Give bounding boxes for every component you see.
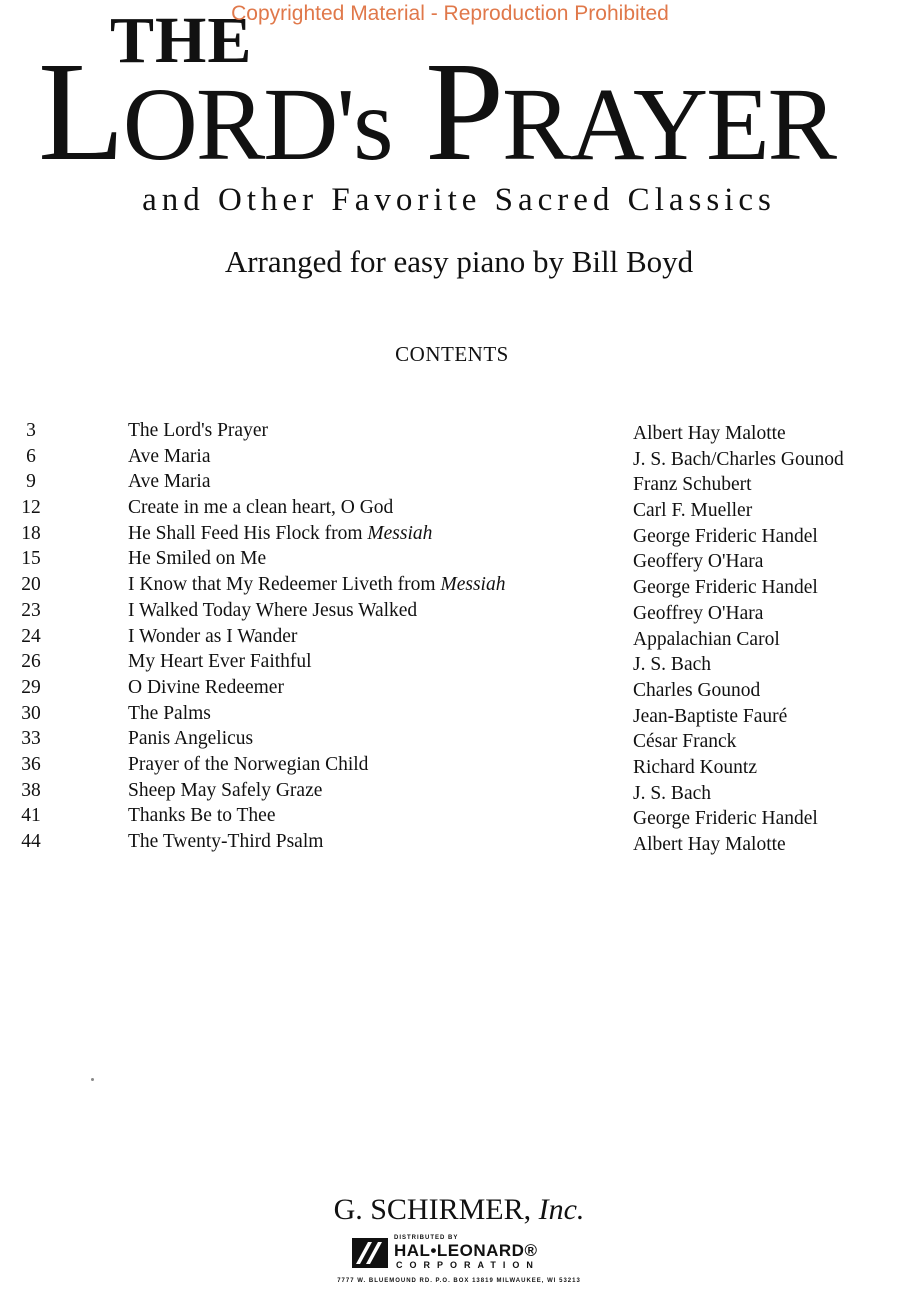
contents-heading: CONTENTS bbox=[395, 342, 509, 366]
distributor-address: 7777 W. BLUEMOUND RD. P.O. BOX 13819 MILWAUKEE, WI 53213 bbox=[337, 1278, 581, 1284]
distributed-by-label: DISTRIBUTED BY bbox=[394, 1235, 459, 1241]
toc-row bbox=[0, 420, 900, 446]
toc-row bbox=[0, 600, 900, 626]
toc-page-number: 26 bbox=[21, 651, 41, 673]
toc-row bbox=[0, 471, 900, 497]
toc-page-number: 3 bbox=[26, 420, 36, 441]
toc-song-title bbox=[128, 497, 393, 519]
distributor-block bbox=[0, 1233, 900, 1293]
toc-page-number: 23 bbox=[21, 599, 41, 621]
toc-song-title bbox=[128, 728, 253, 750]
toc-song-title-text: The Lord's Prayer bbox=[128, 420, 268, 441]
publisher-name-text: G. SCHIRMER, bbox=[333, 1193, 539, 1226]
toc-composer: Albert Hay Malotte bbox=[633, 834, 786, 855]
toc-song-title-text: I Wonder as I Wander bbox=[128, 625, 298, 647]
toc-page-number: 33 bbox=[21, 728, 41, 750]
copyright-watermark: Copyrighted Material - Reproduction Prohibited bbox=[231, 2, 669, 25]
toc-row bbox=[0, 651, 900, 677]
toc-song-title bbox=[128, 600, 417, 622]
toc-page-number: 30 bbox=[21, 702, 41, 724]
publisher-name bbox=[0, 1193, 900, 1227]
toc-song-title bbox=[128, 780, 322, 802]
toc-page-number: 44 bbox=[21, 831, 41, 852]
toc-song-source: Messiah bbox=[367, 522, 433, 544]
toc-song-title-text: Sheep May Safely Graze bbox=[128, 779, 323, 801]
book-title bbox=[38, 32, 878, 190]
toc-song-title-text: He Smiled on Me bbox=[128, 548, 267, 570]
toc-composer: George Frideric Handel bbox=[633, 577, 818, 599]
toc-composer: George Frideric Handel bbox=[633, 808, 818, 830]
book-subtitle: and Other Favorite Sacred Classics bbox=[142, 182, 776, 218]
toc-song-title-text: Thanks Be to Thee bbox=[128, 805, 276, 827]
toc-song-title bbox=[128, 523, 432, 545]
toc-song-title-text: Create in me a clean heart, O God bbox=[128, 497, 394, 519]
toc-song-title-text: The Palms bbox=[128, 702, 211, 724]
toc-song-title bbox=[128, 703, 211, 725]
toc-row bbox=[0, 497, 900, 523]
toc-page-number: 36 bbox=[21, 753, 41, 775]
toc-song-title bbox=[128, 548, 266, 570]
toc-row bbox=[0, 626, 900, 652]
toc-page-number: 38 bbox=[21, 779, 41, 801]
toc-row bbox=[0, 805, 900, 831]
toc-row bbox=[0, 677, 900, 703]
title-the: THE bbox=[110, 4, 253, 77]
toc-row bbox=[0, 703, 900, 729]
toc-page-number: 15 bbox=[21, 548, 41, 570]
toc-composer: J. S. Bach bbox=[633, 782, 711, 804]
toc-song-title-text: I Walked Today Where Jesus Walked bbox=[128, 599, 418, 621]
toc-page-number: 41 bbox=[21, 805, 41, 827]
toc-row bbox=[0, 446, 900, 472]
toc-composer: Richard Kountz bbox=[633, 756, 758, 778]
toc-page-number: 24 bbox=[21, 625, 41, 647]
toc-composer: Albert Hay Malotte bbox=[633, 423, 786, 444]
title-letters-ord: ORD bbox=[122, 67, 337, 182]
toc-composer: Geoffrey O'Hara bbox=[633, 602, 764, 624]
toc-composer: César Franck bbox=[633, 731, 737, 753]
toc-song-title bbox=[128, 420, 268, 442]
toc-song-title bbox=[128, 446, 210, 468]
hal-leonard-logo-icon bbox=[352, 1238, 388, 1268]
toc-song-title bbox=[128, 626, 297, 648]
toc-composer: Carl F. Mueller bbox=[633, 500, 753, 522]
toc-song-title-text: Ave Maria bbox=[128, 471, 211, 493]
title-apostrophe-s: 's bbox=[336, 67, 392, 182]
distributor-name: HAL•LEONARD® bbox=[394, 1241, 538, 1260]
toc-song-source: Messiah bbox=[440, 574, 506, 596]
toc-song-title bbox=[128, 651, 312, 673]
toc-page-number: 6 bbox=[26, 445, 36, 467]
toc-song-title bbox=[128, 677, 284, 699]
toc-composer: George Frideric Handel bbox=[633, 525, 818, 547]
toc-song-title-text: I Know that My Redeemer Liveth from bbox=[128, 574, 441, 596]
toc-song-title bbox=[128, 574, 505, 596]
toc-composer: Jean-Baptiste Fauré bbox=[633, 705, 788, 727]
toc-song-title-text: Ave Maria bbox=[128, 445, 211, 467]
toc-composer: J. S. Bach/Charles Gounod bbox=[633, 448, 844, 470]
toc-row bbox=[0, 831, 900, 857]
toc-page-number: 20 bbox=[21, 574, 41, 596]
toc-page-number: 9 bbox=[26, 471, 36, 493]
toc-row bbox=[0, 523, 900, 549]
toc-composer: J. S. Bach bbox=[633, 654, 711, 676]
title-letters-rayer: RAYER bbox=[502, 67, 835, 182]
toc-page-number: 12 bbox=[21, 497, 41, 519]
title-letter-p: P bbox=[425, 32, 503, 190]
toc-composer: Appalachian Carol bbox=[633, 628, 780, 650]
toc-composer: Geoffery O'Hara bbox=[633, 551, 764, 573]
publisher-name-inc: Inc. bbox=[538, 1193, 585, 1226]
toc-song-title-text: O Divine Redeemer bbox=[128, 676, 284, 698]
toc-song-title bbox=[128, 831, 323, 853]
toc-row bbox=[0, 754, 900, 780]
table-of-contents bbox=[0, 420, 900, 857]
toc-song-title-text: He Shall Feed His Flock from bbox=[128, 522, 368, 544]
print-speck bbox=[91, 1078, 94, 1081]
toc-song-title bbox=[128, 471, 210, 493]
toc-song-title-text: Panis Angelicus bbox=[128, 728, 254, 750]
toc-page-number: 29 bbox=[21, 676, 41, 698]
toc-composer: Franz Schubert bbox=[633, 474, 752, 496]
toc-row bbox=[0, 548, 900, 574]
toc-composer: Charles Gounod bbox=[633, 679, 761, 701]
toc-row bbox=[0, 728, 900, 754]
toc-row bbox=[0, 780, 900, 806]
toc-song-title bbox=[128, 754, 368, 776]
toc-song-title-text: The Twenty-Third Psalm bbox=[128, 831, 324, 852]
title-letter-l: L bbox=[38, 32, 123, 190]
toc-row bbox=[0, 574, 900, 600]
toc-page-number: 18 bbox=[21, 522, 41, 544]
toc-song-title bbox=[128, 805, 275, 827]
arranger-credit: Arranged for easy piano by Bill Boyd bbox=[224, 244, 694, 279]
toc-song-title-text: Prayer of the Norwegian Child bbox=[128, 753, 369, 775]
distributor-corporation: CORPORATION bbox=[396, 1260, 540, 1270]
toc-song-title-text: My Heart Ever Faithful bbox=[128, 651, 312, 673]
